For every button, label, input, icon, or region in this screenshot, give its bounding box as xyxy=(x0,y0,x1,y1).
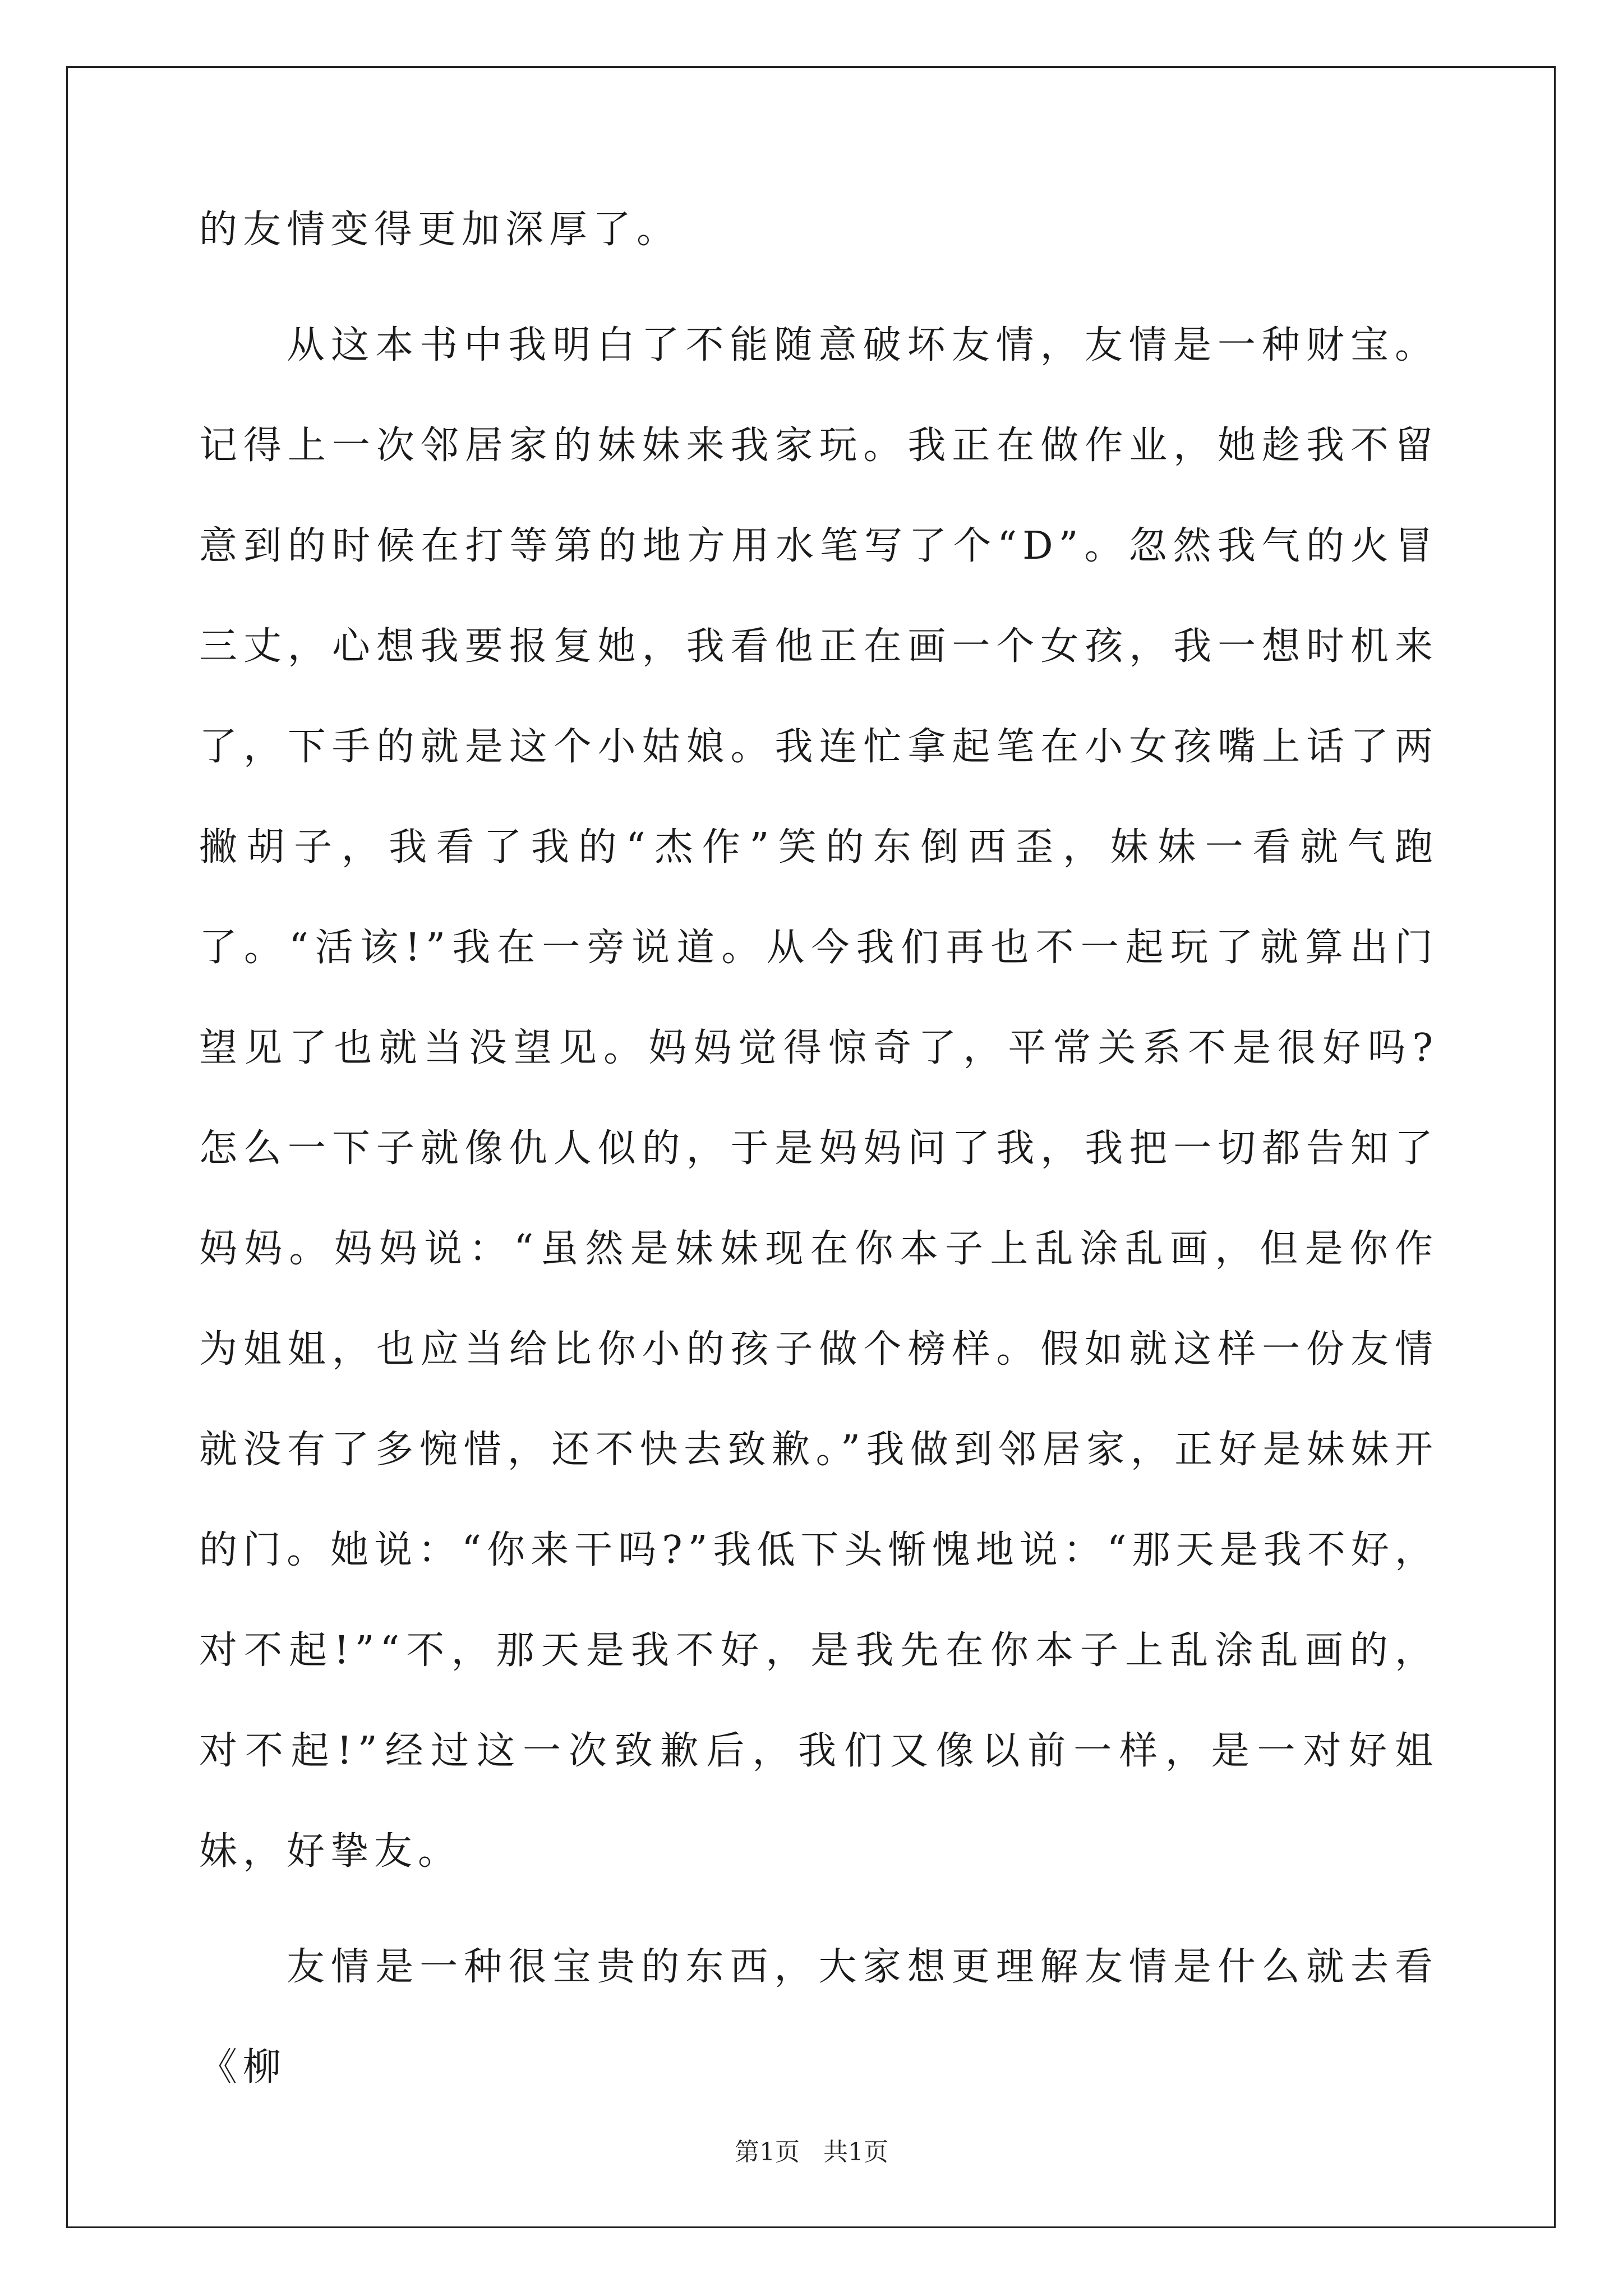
paragraph-3: 友情是一种很宝贵的东西，大家想更理解友情是什么就去看《柳 xyxy=(199,1945,1438,2090)
page-footer: 第1页 共1页 xyxy=(735,2138,888,2166)
paragraph-2: 从这本书中我明白了不能随意破坏友情，友情是一种财宝。记得上一次邻居家的妹妹来我家玩。我正在做作业，她趁我不留意到的时候在打等第的地方用水笔写了个“D”。忽然我气的火冒三丈，心想我要报复她，我看他正在画一个女孩，我一想时机来了，下手的就是这个小姑娘。我连忙拿起笔在小女孩嘴上话了两撇胡子，我看了我的“杰作”笑的东倒西歪，妹妹一看就气跑了。“活该!”我在一旁说道。从今我们再也不一起玩了就算出门望见了也就当没望见。妈妈觉得惊奇了，平常关系不是很好吗?怎么一下子就像仇人似的，于是妈妈问了我，我把一切都告知了妈妈。妈妈说：“虽然是妹妹现在你本子上乱涂乱画，但是你作为姐姐，也应当给比你小的孩子做个榜样。假如就这样一份友情就没有了多惋惜，还不快去致歉。”我做到邻居家，正好是妹妹开的门。她说：“你来干吗?”我低下头惭愧地说：“那天是我不好，对不起!”“不，那天是我不好，是我先在你本子上乱涂乱画的，对不起!”经过这一次致歉后，我们又像以前一样，是一对好姐妹，好挚友。 xyxy=(199,323,1438,1874)
document-body xyxy=(199,180,1438,2133)
paragraph-1: 的友情变得更加深厚了。 xyxy=(199,208,681,252)
